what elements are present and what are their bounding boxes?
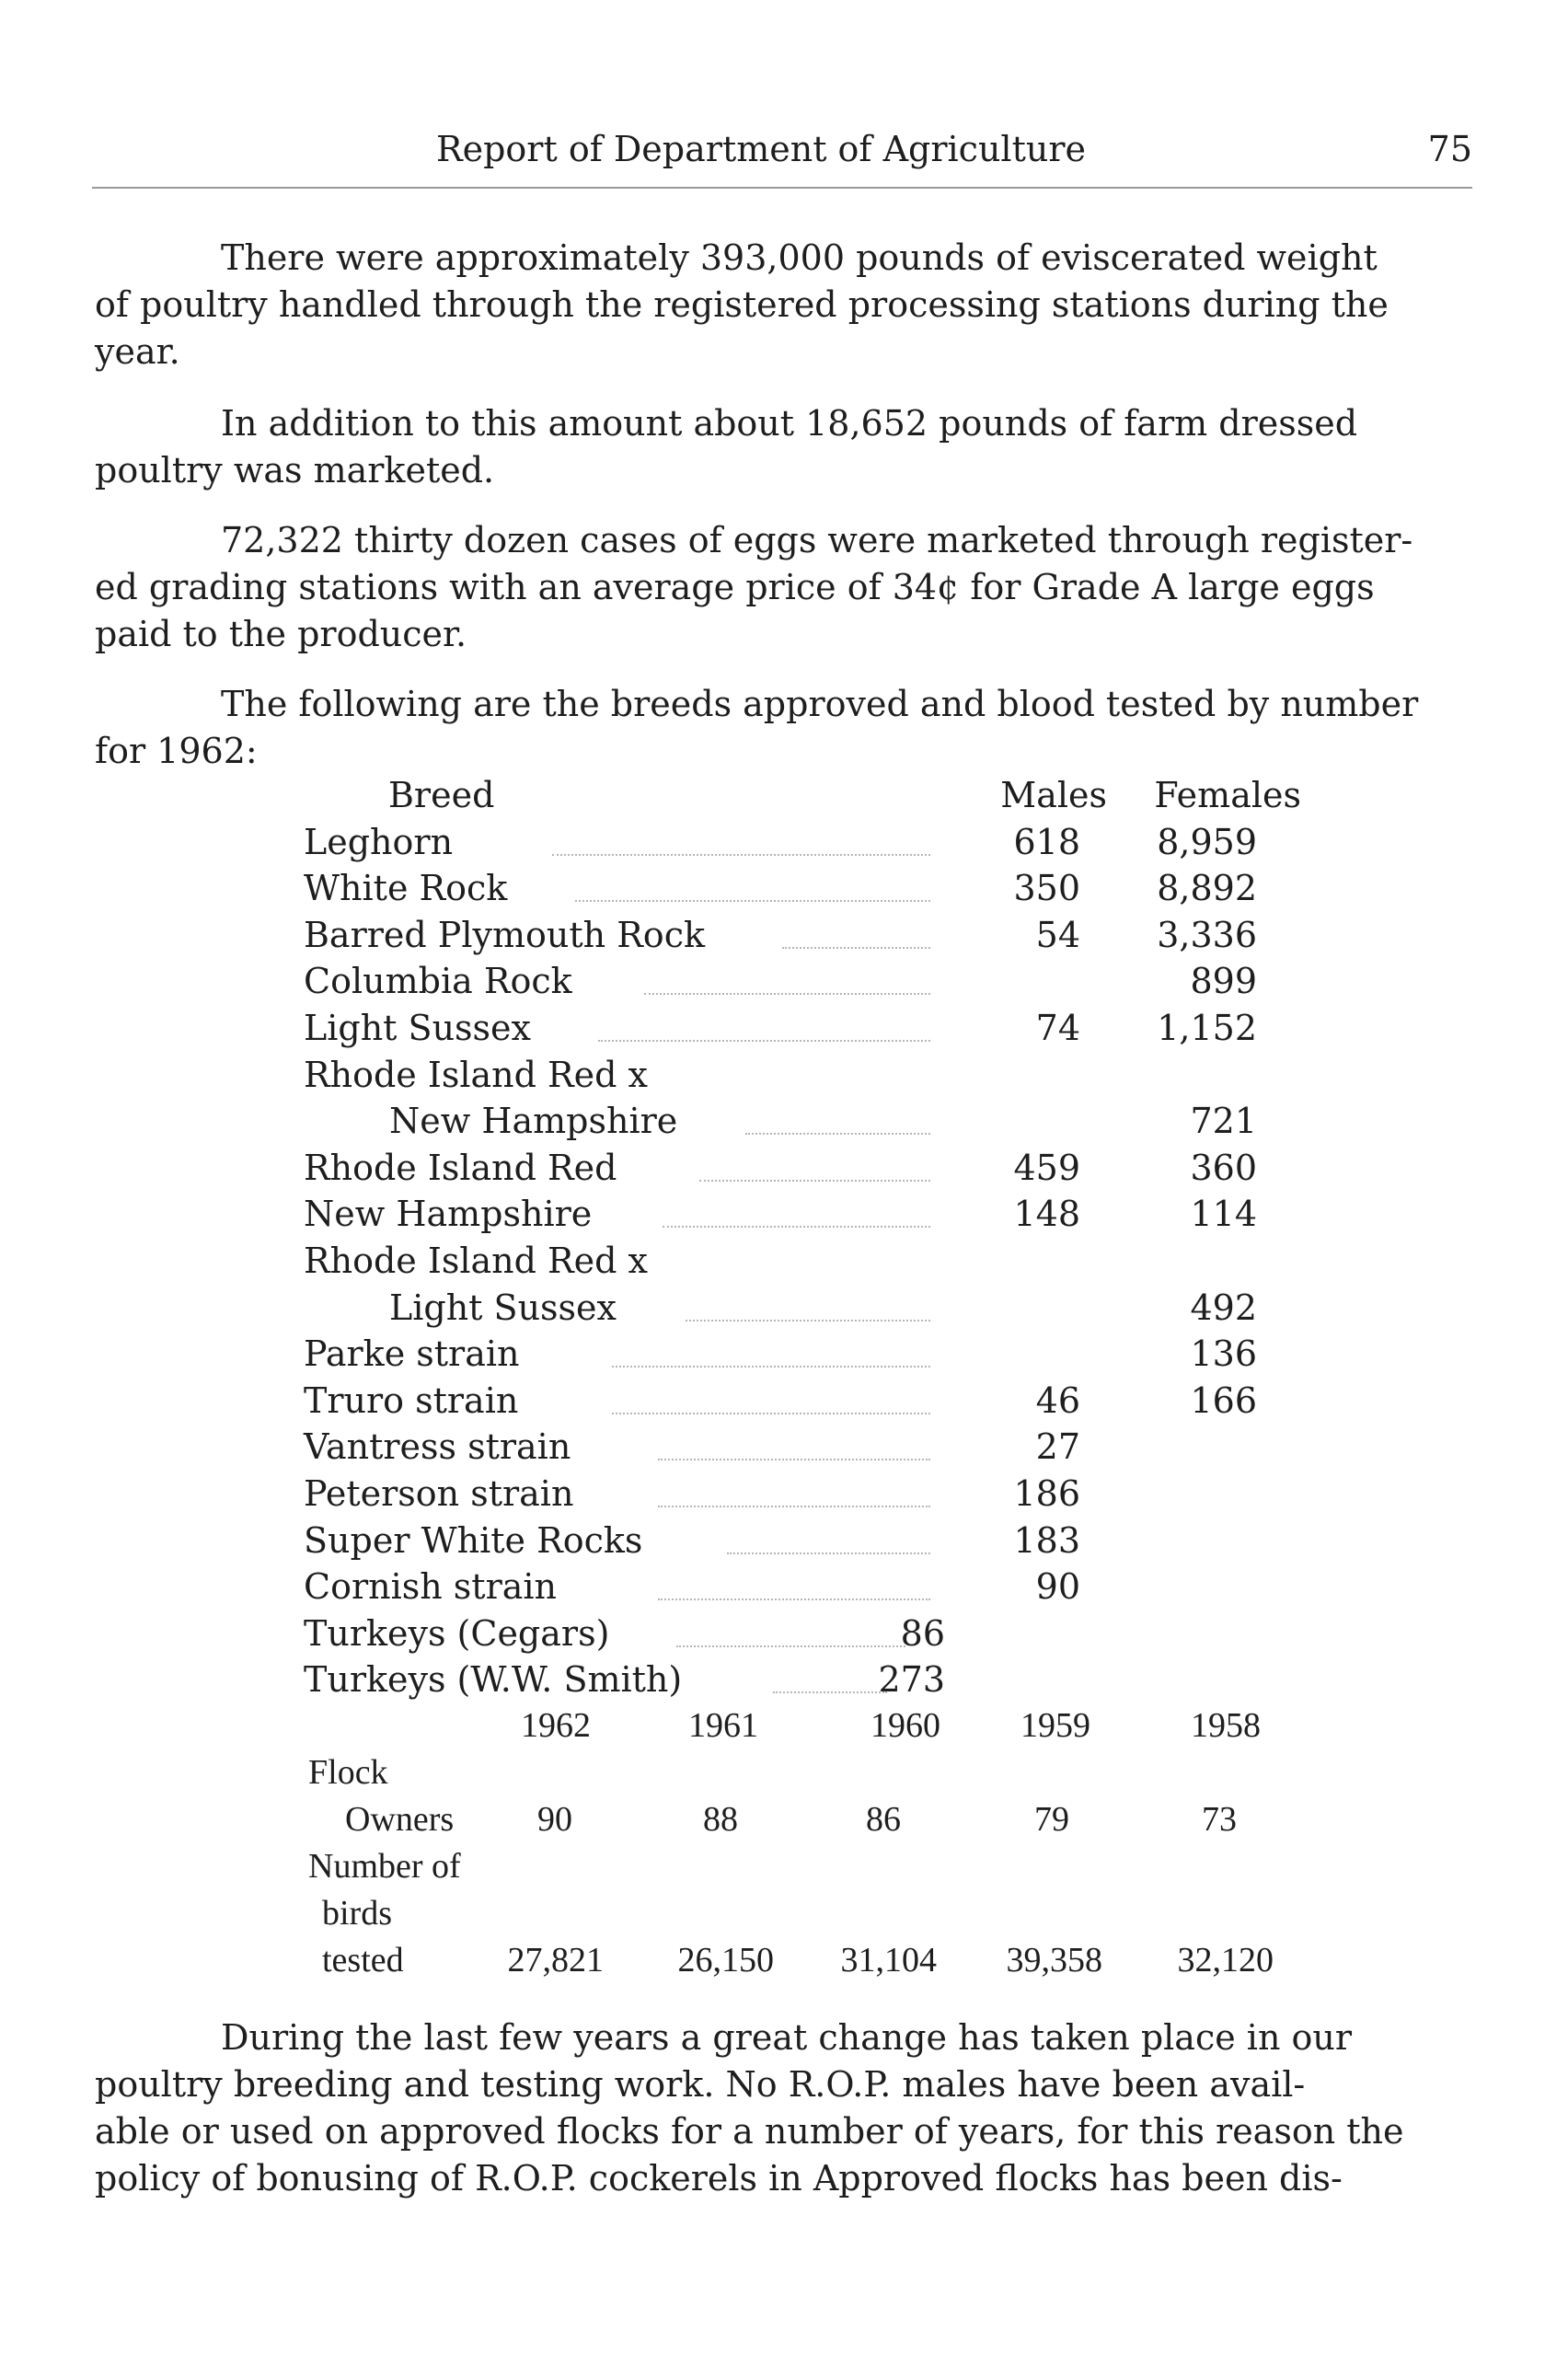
breed-name: Peterson strain [304,1472,574,1514]
paragraph-poultry-processed [95,235,1470,375]
breed-name: Rhode Island Red x [304,1054,648,1095]
breed-name: White Rock [304,868,508,909]
paragraph-line: for 1962: [95,731,258,771]
females-value: 8,892 [1157,868,1257,909]
birds-value: 27,821 [507,1941,604,1979]
table-row [0,1006,1568,1053]
males-value: 148 [1013,1194,1080,1235]
dot-leader [658,1598,930,1600]
page-number: 75 [1427,129,1472,169]
header-rule [92,187,1472,189]
dot-leader [699,1180,930,1182]
birds-label-row [0,1891,1568,1938]
birds-value: 26,150 [677,1941,774,1979]
males-value: 54 [1035,914,1080,955]
dot-leader [727,1552,930,1554]
birds-value: 39,358 [1006,1941,1102,1979]
males-value: 74 [1035,1007,1080,1048]
birds-label: Number of [308,1847,461,1886]
breed-name: Cornish strain [304,1566,558,1608]
paragraph-eggs-marketed [95,517,1470,658]
table-row [0,1425,1568,1472]
dot-leader [658,1459,930,1460]
turkey-row [0,1657,1568,1704]
flock-label-row [0,1750,1568,1797]
table-row [0,1564,1568,1611]
table-row [0,913,1568,960]
paragraph-line: There were approximately 393,000 pounds of eviscerated weight [221,237,1378,278]
paragraph-line: able or used on approved flocks for a number of years, for this reason the [95,2111,1404,2152]
breed-name: Leghorn [304,821,454,862]
table-row [0,1379,1568,1425]
dot-leader [782,947,930,949]
females-column-header: Females [1154,775,1301,815]
females-value: 1,152 [1157,1007,1257,1048]
paragraph-line: During the last few years a great change has taken place in our [221,2017,1353,2058]
table-row [0,1053,1568,1100]
paragraph-breeds-intro [95,681,1470,775]
table-row [0,1239,1568,1286]
dot-leader [575,900,930,902]
table-row [0,1472,1568,1518]
paragraph-line: of poultry handled through the registered processing stations during the [95,284,1389,325]
females-value: 899 [1190,961,1257,1002]
breed-column-header: Breed [388,775,495,815]
dot-leader [745,1133,930,1135]
owners-value: 88 [703,1800,738,1839]
owners-value: 86 [866,1800,901,1839]
table-row [0,1146,1568,1193]
males-value: 186 [1013,1472,1080,1514]
dot-leader [644,993,930,995]
owners-value: 90 [537,1800,572,1839]
turkey-name: Turkeys (W.W. Smith) [304,1659,683,1701]
table-row [0,866,1568,913]
turkey-count: 86 [900,1612,945,1654]
breed-name: Columbia Rock [304,961,572,1002]
flock-table [0,1703,1568,1985]
owners-label: Owners [345,1800,455,1839]
turkey-count: 273 [878,1659,945,1701]
paragraph-line: 72,322 thirty dozen cases of eggs were marketed through register- [221,520,1413,560]
males-value: 459 [1013,1147,1080,1188]
table-row [0,820,1568,867]
females-value: 492 [1190,1287,1257,1328]
paragraph-line: The following are the breeds approved and blood tested by number [221,684,1419,724]
males-value: 183 [1013,1519,1080,1561]
dot-leader [552,854,930,856]
breed-name: Rhode Island Red x [304,1240,648,1281]
males-value: 90 [1035,1566,1080,1608]
breed-name: New Hampshire [389,1101,678,1142]
breed-name: New Hampshire [304,1194,593,1235]
females-value: 360 [1190,1147,1257,1188]
breed-name: Parke strain [304,1333,520,1375]
table-row [0,1332,1568,1379]
breed-name: Super White Rocks [304,1519,643,1561]
birds-value: 31,104 [840,1941,937,1979]
females-value: 721 [1190,1101,1257,1142]
breed-name: Truro strain [304,1379,519,1421]
running-header [92,127,1472,175]
dot-leader [658,1506,930,1507]
paragraph-line: paid to the producer. [95,614,467,654]
flock-label: Flock [308,1753,388,1792]
year-header: 1959 [1020,1706,1090,1745]
breed-name: Light Sussex [304,1007,531,1048]
paragraph-line: policy of bonusing of R.O.P. cockerels in Approved flocks has been dis- [95,2158,1343,2199]
flock-years-row [0,1703,1568,1750]
header-title: Report of Department of Agriculture [436,129,1086,169]
paragraph-farm-dressed [95,400,1470,494]
table-row [0,1518,1568,1565]
females-value: 8,959 [1157,821,1257,862]
dot-leader [686,1320,930,1321]
breed-name: Barred Plymouth Rock [304,914,705,955]
birds-label-row [0,1844,1568,1891]
breed-name: Light Sussex [389,1287,617,1328]
males-value: 350 [1013,868,1080,909]
paragraph-line: poultry breeding and testing work. No R.O.P. males have been avail- [95,2064,1306,2105]
females-value: 3,336 [1157,914,1257,955]
year-header: 1958 [1191,1706,1261,1745]
females-value: 136 [1190,1333,1257,1375]
males-value: 27 [1035,1426,1080,1468]
birds-label: tested [322,1941,404,1979]
females-value: 114 [1190,1194,1257,1235]
males-column-header: Males [1000,775,1107,815]
year-header: 1961 [688,1706,758,1745]
turkey-row [0,1611,1568,1658]
breed-table [0,773,1568,1704]
dot-leader [676,1645,905,1647]
dot-leader [612,1413,930,1414]
owners-value: 73 [1202,1800,1237,1839]
dot-leader [773,1691,887,1693]
table-row [0,1099,1568,1146]
breed-name: Vantress strain [304,1426,571,1468]
year-header: 1962 [521,1706,591,1745]
birds-value: 32,120 [1177,1941,1274,1979]
year-header: 1960 [870,1706,940,1745]
table-row [0,959,1568,1006]
breed-table-header [0,773,1568,820]
dot-leader [598,1040,930,1042]
owners-value: 79 [1034,1800,1069,1839]
flock-owners-row [0,1797,1568,1844]
table-row [0,1286,1568,1333]
males-value: 46 [1035,1379,1080,1421]
males-value: 618 [1013,821,1080,862]
females-value: 166 [1190,1379,1257,1421]
birds-tested-row [0,1938,1568,1985]
breed-name: Rhode Island Red [304,1147,617,1188]
paragraph-line: ed grading stations with an average price of 34¢ for Grade A large eggs [95,567,1375,607]
paragraph-line: In addition to this amount about 18,652 pounds of farm dressed [221,403,1358,444]
paragraph-line: poultry was marketed. [95,450,495,491]
turkey-name: Turkeys (Cegars) [304,1612,610,1654]
dot-leader [612,1366,930,1368]
birds-label: birds [322,1894,392,1933]
dot-leader [663,1226,930,1228]
paragraph-line: year. [95,331,180,372]
table-row [0,1192,1568,1239]
paragraph-breeding-changes [95,2014,1470,2202]
